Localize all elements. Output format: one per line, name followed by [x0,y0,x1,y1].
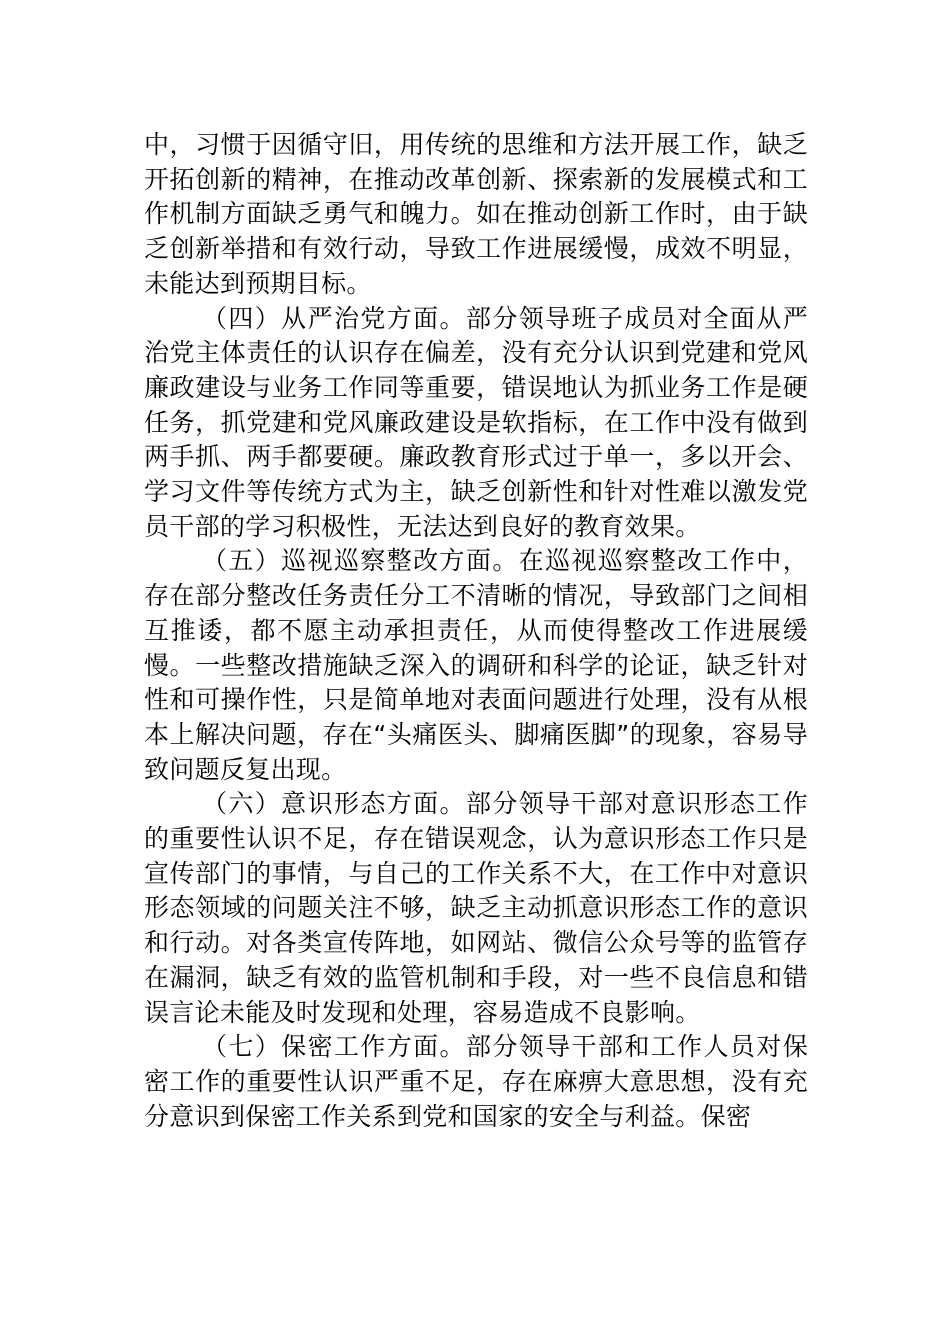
paragraph-section-five-inspection-rectification: （五）巡视巡察整改方面。在巡视巡察整改工作中，存在部分整改任务责任分工不清晰的情况，导致部门之间相互推诿，都不愿主动承担责任，从而使得整改工作进展缓慢。一些整改措施缺乏深入的调研和科学的论证，缺乏针对性和可操作性，只是简单地对表面问题进行处理，没有从根本上解决问题，存在“头痛医头、脚痛医脚”的现象，容易导致问题反复出现。 [144,546,808,784]
document-body [144,128,808,1134]
paragraph-section-six-ideology: （六）意识形态方面。部分领导干部对意识形态工作的重要性认识不足，存在错误观念，认为意识形态工作只是宣传部门的事情，与自己的工作关系不大，在工作中对意识形态领域的问题关注不够，缺乏主动抓意识形态工作的意识和行动。对各类宣传阵地，如网站、微信公众号等的监管存在漏洞，缺乏有效的监管机制和手段，对一些不良信息和错误言论未能及时发现和处理，容易造成不良影响。 [144,789,808,1027]
paragraph-continuation: 中，习惯于因循守旧，用传统的思维和方法开展工作，缺乏开拓创新的精神，在推动改革创新、探索新的发展模式和工作机制方面缺乏勇气和魄力。如在推动创新工作时，由于缺乏创新举措和有效行动，导致工作进展缓慢，成效不明显，未能达到预期目标。 [144,130,808,298]
paragraph-section-four-strict-party-governance: （四）从严治党方面。部分领导班子成员对全面从严治党主体责任的认识存在偏差，没有充分认识到党建和党风廉政建设与业务工作同等重要，错误地认为抓业务工作是硬任务，抓党建和党风廉政建设是软指标，在工作中没有做到两手抓、两手都要硬。廉政教育形式过于单一，多以开会、学习文件等传统方式为主，缺乏创新性和针对性难以激发党员干部的学习积极性，无法达到良好的教育效果。 [144,303,808,541]
paragraph-section-seven-confidentiality: （七）保密工作方面。部分领导干部和工作人员对保密工作的重要性认识严重不足，存在麻痹大意思想，没有充分意识到保密工作关系到党和国家的安全与利益。保密 [144,1032,808,1131]
